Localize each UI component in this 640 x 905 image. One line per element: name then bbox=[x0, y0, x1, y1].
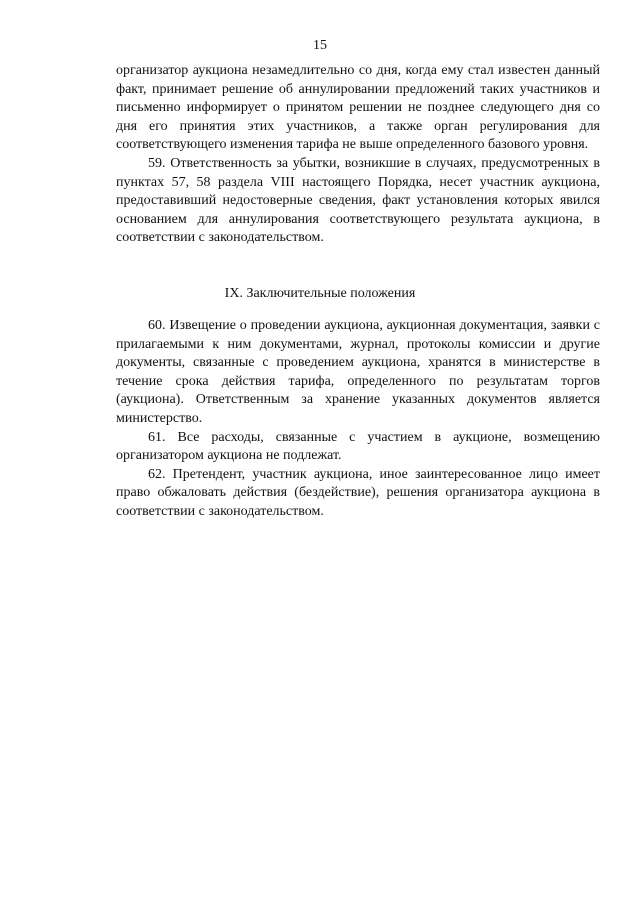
page-number: 15 bbox=[313, 38, 327, 53]
paragraph-58-continuation: организатор аукциона незамедлительно со дня, когда ему стал известен данный факт, принимает решение об аннулировании предложений таких участников и письменно информирует о принятом решении не позднее следующего дня со дня его принятия этих участников, а также орган регулирования для соответствующего изменения тарифа не выше определенного базового уровня. bbox=[116, 63, 600, 153]
paragraph-62: 62. Претендент, участник аукциона, иное заинтересованное лицо имеет право обжаловать действия (бездействие), решения организатора аукциона в соответствии с законодательством. bbox=[116, 466, 600, 519]
section-viii-tail bbox=[116, 62, 600, 248]
paragraph-59: 59. Ответственность за убытки, возникшие в случаях, предусмотренных в пунктах 57, 58 раздела VIII настоящего Порядка, несет участник аукциона, предоставивший недостоверные сведения, факт установления которых явился основанием для аннулирования соответствующего результата аукциона, в соответствии с законодательством. bbox=[116, 155, 600, 246]
section-ix-body bbox=[116, 317, 600, 522]
paragraph-60: 60. Извещение о проведении аукциона, аукционная документация, заявки с прилагаемыми к ним документами, журнал, протоколы комиссии и другие документы, связанные с проведением аукциона, хранятся в министерстве в течение срока действия тарифа, определенного по результатам торгов (аукциона). Ответственным за хранение указанных документов является министерство. bbox=[116, 318, 600, 426]
paragraph-61: 61. Все расходы, связанные с участием в аукционе, возмещению организатором аукциона не подлежат. bbox=[116, 429, 600, 464]
section-heading: IX. Заключительные положения bbox=[224, 286, 416, 301]
